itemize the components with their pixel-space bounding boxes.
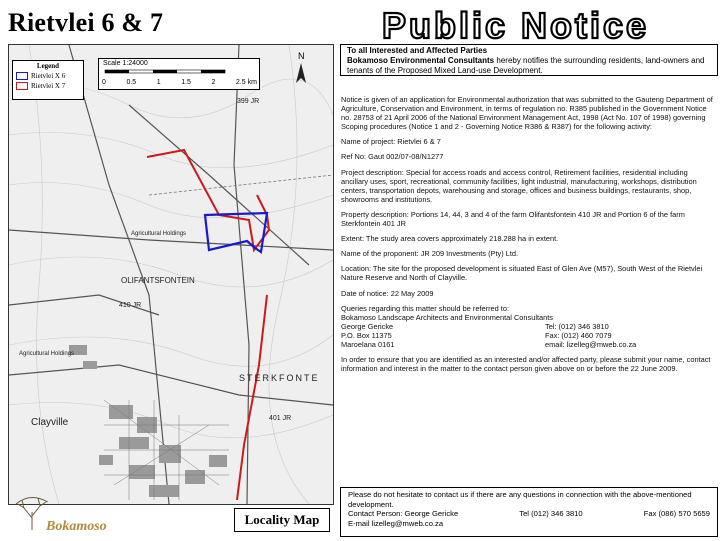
- map-scale: [98, 58, 260, 90]
- paragraph-intro: Notice is given of an application for Environmental authorization that was submitted to the Gauteng Department of Agriculture, Conservation and Environment, in terms of regulation no. R385 published in the Government Notice no. 28753 of 21 April 2006 of the National Environment Management Act, 1998 (Act No. 107 of 1998) governing Scoping procedures (Notice 1 and 2 - Governing Notice R386 & R387) for the following activity:: [341, 95, 713, 132]
- map-label-clayville: Clayville: [31, 417, 69, 428]
- bottom-line1: Please do not hesitate to contact us if there are any questions in connection with the above-mentioned development.: [348, 490, 692, 509]
- logo-text: Bokamoso: [46, 519, 107, 534]
- legend-swatch-blue: [16, 72, 28, 80]
- paragraph-property-description: Property description: Portions 14, 44, 3 and 4 of the farm Olifantsfontein 410 JR and Portion 6 of the farm Sterkfontein 401 JR: [341, 209, 685, 229]
- legend-title: Legend: [36, 62, 60, 70]
- map-label-agri1: Agricultural Holdings: [131, 231, 187, 237]
- bottom-contact-row: [348, 509, 710, 519]
- notice-rest: hereby notifies the surrounding residents, land-owners and tenants of the Proposed Mixed Land-use Development.: [347, 56, 705, 75]
- paragraph-project-name: Name of project: Rietvlei 6 & 7: [341, 137, 441, 147]
- legend-swatch-red: [16, 82, 28, 90]
- svg-text:N: N: [298, 51, 305, 61]
- paragraph-closing: In order to ensure that you are identified as an interested and/or affected party, please submit your name, contact information and interest in the matter to the contact person given above on or before the 22 June 2009.: [341, 355, 711, 374]
- scale-tick: 2.5 km: [235, 79, 257, 86]
- scale-tick: 1: [156, 79, 161, 86]
- locality-map-caption: Locality Map: [234, 508, 330, 532]
- legend-item-x7: [16, 82, 83, 90]
- map-label-agri2: Agricultural Holdings: [19, 351, 75, 357]
- paragraph-location: Location: The site for the proposed development is situated East of Glen Ave (M57), South West of the Rietvlei Nature Reserve and North of Clayville.: [341, 264, 703, 283]
- map-label-401: 401 JR: [269, 415, 292, 422]
- contact-grid: [341, 322, 713, 349]
- contact-box: P.O. Box 11375: [341, 330, 392, 340]
- contact-tel: Tel: (012) 346 3810: [545, 321, 609, 331]
- map-label-olifantsfontein: OLIFANTSFONTEIN: [121, 276, 195, 285]
- public-notice-text: Public Notice: [382, 6, 650, 46]
- paragraph-date: Date of notice: 22 May 2009: [341, 288, 434, 298]
- contact-fax: Fax: (012) 460 7079: [545, 330, 612, 340]
- map-label-sterkfontein: STERKFONTE: [239, 373, 320, 383]
- paragraph-proponent: Name of the proponent: JR 209 Investments (Pty) Ltd.: [341, 249, 519, 259]
- page-title: Rietvlei 6 & 7: [8, 8, 164, 37]
- map-label-399: 399 JR: [237, 98, 260, 105]
- notice-heading: To all Interested and Affected Parties: [347, 46, 488, 55]
- map-legend: [12, 60, 84, 100]
- scale-ticks: [102, 79, 257, 86]
- locality-map: [8, 44, 334, 505]
- bottom-tel: Tel (012) 346 3810: [519, 509, 583, 519]
- legend-item-x6: [16, 72, 83, 80]
- bokamoso-logo: [10, 490, 150, 538]
- contact-box-bottom: [340, 487, 718, 537]
- notice-company: Bokamoso Environmental Consultants: [347, 56, 495, 65]
- queries-firm: Bokamoso Landscape Architects and Environmental Consultants: [341, 312, 553, 322]
- map-graphic: [9, 45, 333, 504]
- legend-label-x6: Rietvlei X 6: [31, 72, 66, 80]
- bottom-email: E-mail lizelleg@mweb.co.za: [348, 518, 444, 528]
- notice-header-box: [340, 44, 718, 76]
- scale-tick: 0: [102, 79, 106, 86]
- public-notice-banner: [380, 6, 710, 46]
- scale-tick: 0.5: [126, 79, 137, 86]
- scale-tick: 1.5: [181, 79, 191, 86]
- legend-label-x7: Rietvlei X 7: [31, 82, 66, 90]
- paragraph-ref: Ref No: Gaut 002/07-08/N1277: [341, 152, 444, 162]
- scale-label: Scale 1:24000: [103, 60, 148, 67]
- bottom-fax: Fax (086) 570 5659: [643, 509, 710, 519]
- paragraph-extent: Extent: The study area covers approximately 218.288 ha in extent.: [341, 234, 559, 244]
- bottom-contact-person: Contact Person: George Gericke: [348, 509, 459, 519]
- paragraph-project-description: Project description: Special for access roads and access control, Retirement facilities, residential including ancillary uses, sport, recreational, community facilities, light industrial, manufacturing, workshops, distribution centers, transportation depots, warehousing and storage, offices and business buildings, restaurants, shop, showrooms and institutions.: [341, 167, 697, 204]
- map-label-410: 410 JR: [119, 302, 142, 309]
- contact-email: email: lizelleg@mweb.co.za: [545, 339, 637, 349]
- scale-tick: 2: [211, 79, 216, 86]
- notice-body: [341, 95, 713, 379]
- queries-intro: Queries regarding this matter should be referred to:: [341, 303, 510, 313]
- queries-block: [341, 304, 713, 349]
- contact-name: George Gericke: [341, 321, 394, 331]
- contact-town: Maroelana 0161: [341, 339, 395, 349]
